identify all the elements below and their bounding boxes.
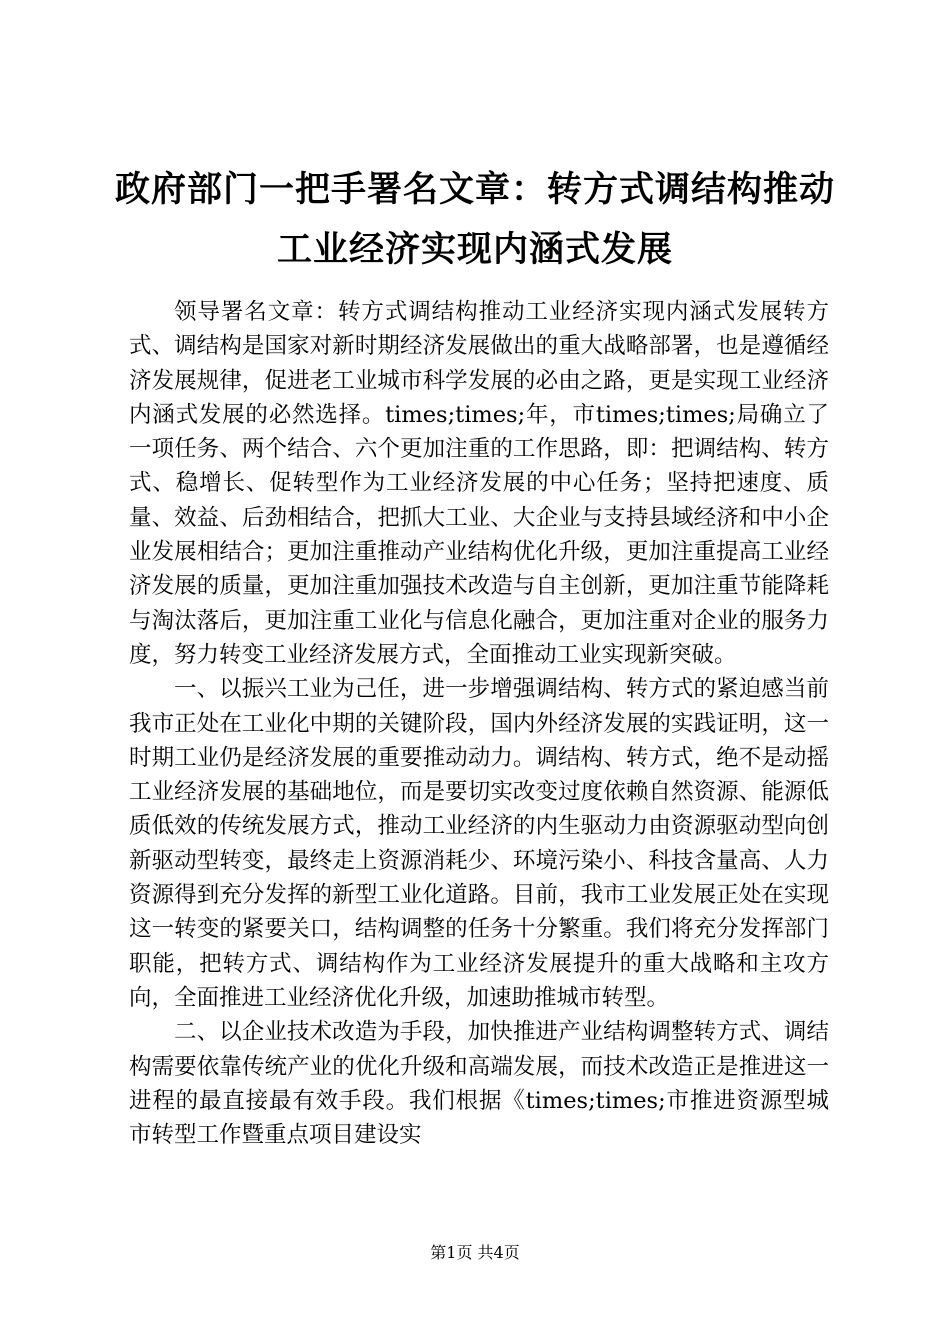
title-line-1: 政府部门一把手署名文章：转方式调结构推动: [114, 170, 835, 210]
paragraph-intro: 领导署名文章：转方式调结构推动工业经济实现内涵式发展转方式、调结构是国家对新时期经济发展做出的重大战略部署，也是遵循经济发展规律，促进老工业城市科学发展的必由之路，更是实现工业经济内涵式发展的必然选择。times;times;年，市times;times;局确立了一项任务、两个结合、六个更加注重的工作思路，即：把调结构、转方式、稳增长、促转型作为工业经济发展的中心任务；坚持把速度、质量、效益、后劲相结合，把抓大工业、大企业与支持县域经济和中小企业发展相结合；更加注重推动产业结构优化升级，更加注重提高工业经济发展的质量，更加注重加强技术改造与自主创新，更加注重节能降耗与淘汰落后，更加注重工业化与信息化融合，更加注重对企业的服务力度，努力转变工业经济发展方式，全面推动工业实现新突破。: [129, 299, 829, 668]
page-footer: 第1页 共4页: [430, 1243, 520, 1262]
title-line-2: 工业经济实现内涵式发展: [276, 230, 673, 270]
paragraph-section-2: 二、以企业技术改造为手段，加快推进产业结构调整转方式、调结构需要依靠传统产业的优化升级和高端发展，而技术改造正是推进这一进程的最直接最有效手段。我们根据《times;times;市推进资源型城市转型工作暨重点项目建设实: [129, 1019, 829, 1149]
document-title: [100, 160, 850, 280]
paragraph-section-1: 一、以振兴工业为己任，进一步增强调结构、转方式的紧迫感当前我市正处在工业化中期的关键阶段，国内外经济发展的实践证明，这一时期工业仍是经济发展的重要推动动力。调结构、转方式，绝不是动摇工业经济发展的基础地位，而是要切实改变过度依赖自然资源、能源低质低效的传统发展方式，推动工业经济的内生驱动力由资源驱动型向创新驱动型转变，最终走上资源消耗少、环境污染小、科技含量高、人力资源得到充分发挥的新型工业化道路。目前，我市工业发展正处在实现这一转变的紧要关口，结构调整的任务十分繁重。我们将充分发挥部门职能，把转方式、调结构作为工业经济发展提升的重大战略和主攻方向，全面推进工业经济优化升级，加速助推城市转型。: [129, 676, 829, 1011]
document-body: [129, 295, 829, 1152]
